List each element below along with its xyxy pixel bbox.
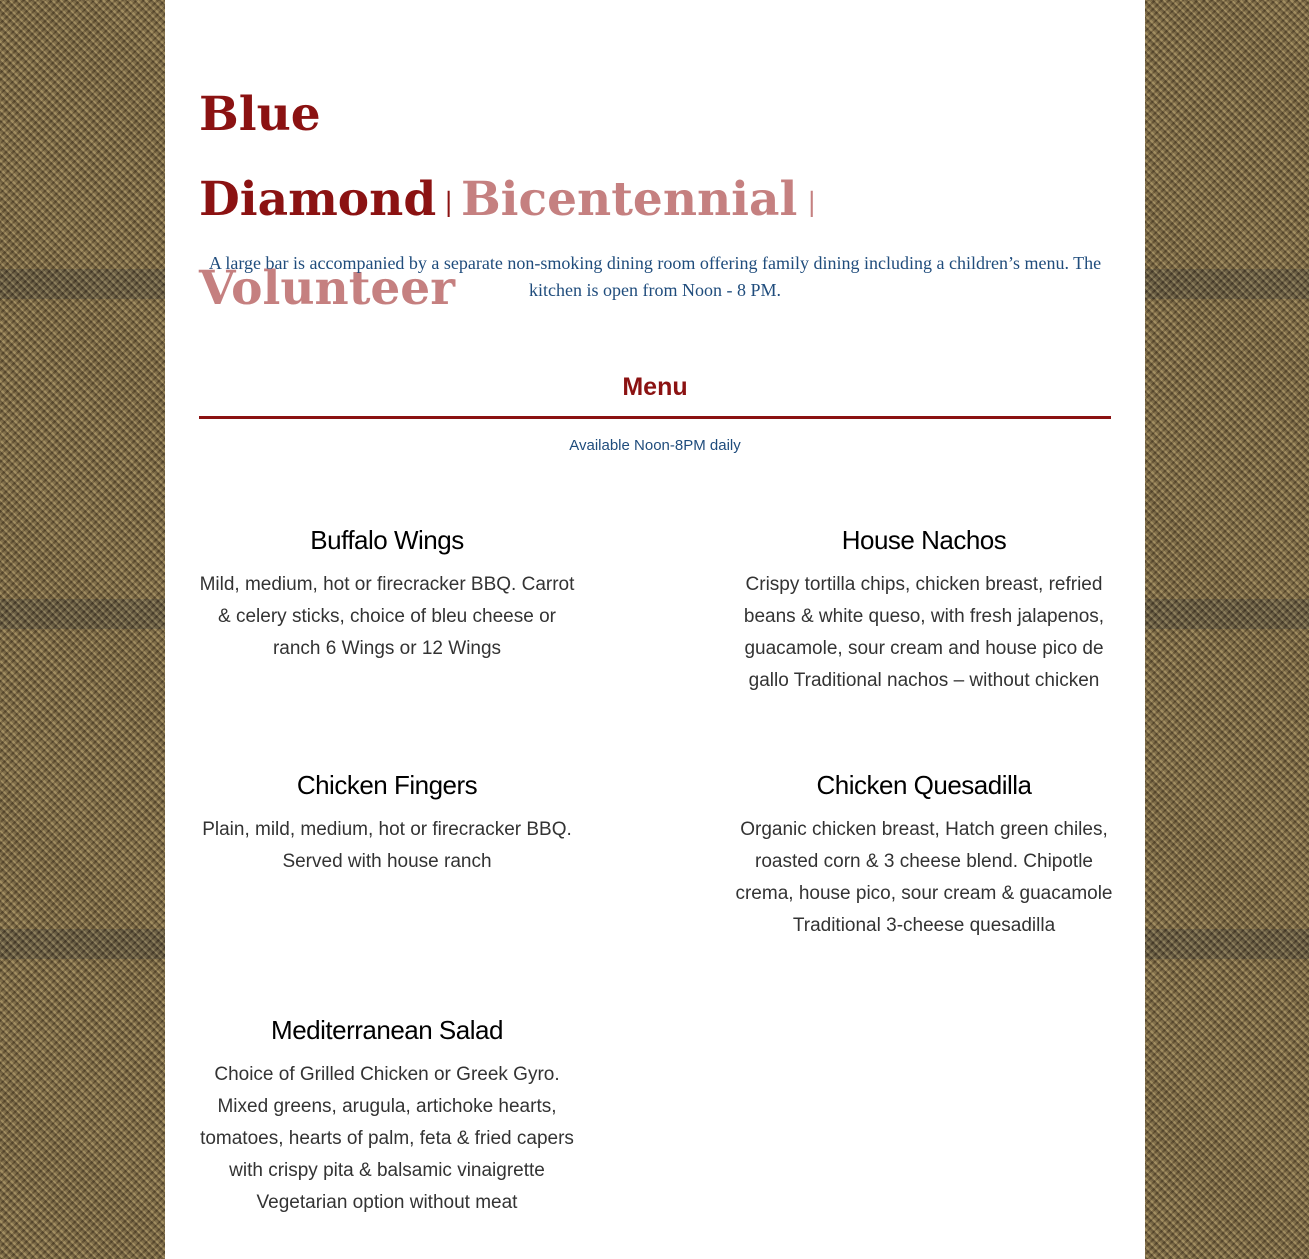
menu-item <box>197 522 577 665</box>
menu-item <box>197 767 577 878</box>
menu-availability: Available Noon-8PM daily <box>569 437 741 454</box>
menu-item <box>197 1012 577 1219</box>
content-panel <box>165 0 1145 1259</box>
menu-item-name: Mediterranean Salad <box>271 1015 503 1045</box>
menu-heading: Menu <box>622 373 688 401</box>
menu-item-description: Mild, medium, hot or firecracker BBQ. Carrot & celery sticks, choice of bleu cheese or ranch 6 Wings or 12 Wings <box>199 574 575 659</box>
menu-item <box>734 767 1114 942</box>
title-volunteer[interactable]: Volunteer <box>199 260 455 316</box>
intro-text: A large bar is accompanied by a separate non-smoking dining room offering family dining including a children’s menu. The kitchen is open from Noon - 8 PM. <box>208 253 1102 300</box>
title-separator: | <box>444 187 453 218</box>
title-blue-diamond[interactable]: Blue Diamond <box>199 87 437 227</box>
menu-item <box>734 522 1114 697</box>
menu-item-name: House Nachos <box>841 525 1007 555</box>
menu-item-name: Buffalo Wings <box>310 525 464 555</box>
title-bicentennial[interactable]: Bicentennial <box>460 172 798 227</box>
menu-item-description: Choice of Grilled Chicken or Greek Gyro. Mixed greens, arugula, artichoke hearts, tomatoes, hearts of palm, feta & fried capers with crispy pita & balsamic vinaigrette Vegetarian option without meat <box>200 1064 574 1213</box>
title-separator: | <box>807 187 817 218</box>
menu-item-description: Crispy tortilla chips, chicken breast, refried beans & white queso, with fresh jalapenos, guacamole, sour cream and house pico de gallo Traditional nachos – without chicken <box>743 574 1105 691</box>
menu-item-name: Chicken Quesadilla <box>816 770 1032 800</box>
menu-divider <box>199 416 1111 419</box>
menu-item-name: Chicken Fingers <box>296 770 478 800</box>
menu-item-description: Plain, mild, medium, hot or firecracker BBQ. Served with house ranch <box>202 819 572 872</box>
menu-item-description: Organic chicken breast, Hatch green chiles, roasted corn & 3 cheese blend. Chipotle crema, house pico, sour cream & guacamole Traditional 3-cheese quesadilla <box>735 819 1113 936</box>
